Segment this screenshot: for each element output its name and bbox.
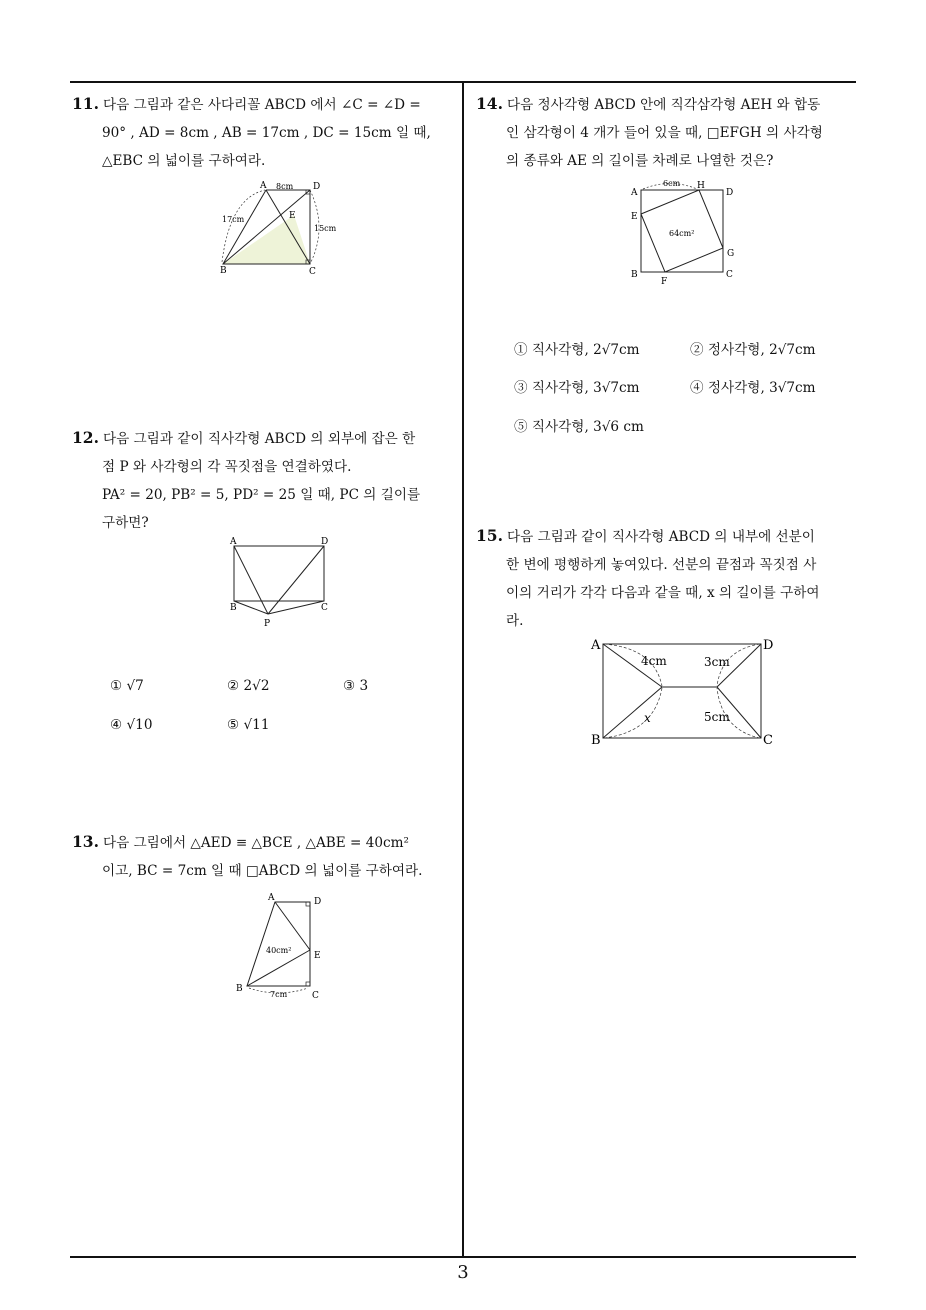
label-b: B bbox=[220, 266, 227, 276]
question-text-line: 점 P 와 사각형의 각 꼭짓점을 연결하였다. bbox=[102, 459, 352, 475]
figure-square-efgh bbox=[625, 176, 745, 288]
choice-1[interactable]: ① √7 bbox=[110, 678, 144, 694]
question-text-line: 90° , AD = 8cm , AB = 17cm , DC = 15cm 일 때, bbox=[102, 125, 431, 141]
choice-4[interactable]: ④ √10 bbox=[110, 717, 153, 733]
question-text-line: PA² = 20, PB² = 5, PD² = 25 일 때, PC 의 길이를 bbox=[102, 487, 421, 503]
label-c: C bbox=[309, 267, 316, 277]
question-text-line: 한 변에 평행하게 놓여있다. 선분의 끝점과 꼭짓점 사 bbox=[506, 557, 817, 573]
length-a: 4cm bbox=[641, 654, 667, 668]
question-text-line: 인 삼각형이 4 개가 들어 있을 때, □EFGH 의 사각형 bbox=[506, 125, 823, 141]
question-text-line: 다음 정사각형 ABCD 안에 직각삼각형 AEH 와 합동 bbox=[506, 97, 821, 113]
figure-trapezoid bbox=[210, 178, 350, 278]
question-text-line: 라. bbox=[506, 613, 524, 629]
question-number: 12. bbox=[72, 428, 99, 447]
choice-3[interactable]: ③ 3 bbox=[343, 678, 369, 694]
label-h: H bbox=[697, 181, 705, 191]
figure-quadrilateral-abcd bbox=[232, 888, 332, 1003]
question-number: 15. bbox=[476, 526, 503, 545]
choice-5[interactable]: ⑤ 직사각형, 3√6 cm bbox=[514, 419, 644, 435]
label-e: E bbox=[314, 951, 321, 961]
length-bc: 7cm bbox=[270, 990, 288, 999]
label-b: B bbox=[230, 603, 237, 613]
choice-5[interactable]: ⑤ √11 bbox=[227, 717, 270, 733]
label-d: D bbox=[321, 537, 329, 547]
column-divider bbox=[462, 81, 464, 1257]
choice-4[interactable]: ④ 정사각형, 3√7cm bbox=[690, 380, 816, 396]
length-ad: 8cm bbox=[276, 182, 294, 191]
label-a: A bbox=[230, 537, 237, 547]
area-efgh: 64cm² bbox=[669, 229, 695, 238]
label-a: A bbox=[268, 893, 275, 903]
choice-2[interactable]: ② 정사각형, 2√7cm bbox=[690, 342, 816, 358]
choice-3[interactable]: ③ 직사각형, 3√7cm bbox=[514, 380, 640, 396]
label-a: A bbox=[260, 181, 267, 191]
question-number: 14. bbox=[476, 94, 503, 113]
label-g: G bbox=[727, 249, 735, 259]
label-c: C bbox=[321, 603, 328, 613]
length-d: 3cm bbox=[704, 655, 730, 669]
figure-rectangle-point-p bbox=[225, 534, 340, 634]
label-e: E bbox=[631, 212, 638, 222]
question-number: 13. bbox=[72, 832, 99, 851]
label-p: P bbox=[264, 619, 271, 629]
label-c: C bbox=[312, 991, 319, 1001]
length-x: x bbox=[644, 711, 651, 725]
choice-1[interactable]: ① 직사각형, 2√7cm bbox=[514, 342, 640, 358]
bottom-rule bbox=[70, 1256, 856, 1258]
label-b: B bbox=[236, 984, 243, 994]
label-f: F bbox=[661, 277, 668, 287]
question-text-line: 다음 그림과 같이 직사각형 ABCD 의 내부에 선분이 bbox=[506, 529, 815, 545]
question-14 bbox=[476, 90, 858, 175]
question-text-line: 이의 거리가 각각 다음과 같을 때, x 의 길이를 구하여 bbox=[506, 585, 820, 601]
label-a: A bbox=[591, 638, 601, 653]
question-text-line: 이고, BC = 7cm 일 때 □ABCD 의 넓이를 구하여라. bbox=[102, 863, 423, 879]
label-c: C bbox=[726, 270, 733, 280]
question-15 bbox=[476, 522, 858, 635]
choice-2[interactable]: ② 2√2 bbox=[227, 678, 270, 694]
question-number: 11. bbox=[72, 94, 99, 113]
question-13 bbox=[72, 828, 456, 885]
label-d: D bbox=[763, 638, 774, 653]
length-dc: 15cm bbox=[314, 224, 337, 233]
label-b: B bbox=[591, 733, 601, 748]
length-ah: 6cm bbox=[663, 179, 681, 188]
label-d: D bbox=[726, 188, 734, 198]
label-b: B bbox=[631, 270, 638, 280]
label-d: D bbox=[313, 182, 321, 192]
question-text-line: 다음 그림과 같은 사다리꼴 ABCD 에서 ∠C = ∠D = bbox=[102, 97, 421, 113]
page-number: 3 bbox=[457, 1262, 469, 1283]
label-d: D bbox=[314, 897, 322, 907]
question-text-line: △EBC 의 넓이를 구하여라. bbox=[102, 153, 266, 169]
question-text-line: 다음 그림과 같이 직사각형 ABCD 의 외부에 잡은 한 bbox=[102, 431, 416, 447]
question-text-line: 다음 그림에서 △AED ≡ △BCE , △ABE = 40cm² bbox=[102, 835, 409, 851]
question-12 bbox=[72, 424, 456, 537]
figure-rectangle-segment bbox=[588, 634, 784, 748]
label-e: E bbox=[289, 211, 296, 221]
label-a: A bbox=[631, 188, 638, 198]
question-text-line: 의 종류와 AE 의 길이를 차례로 나열한 것은? bbox=[506, 153, 774, 169]
question-11 bbox=[72, 90, 456, 175]
label-c: C bbox=[763, 733, 773, 748]
area-abe: 40cm² bbox=[266, 946, 292, 955]
length-c: 5cm bbox=[704, 710, 730, 724]
question-text-line: 구하면? bbox=[102, 515, 149, 531]
length-ab: 17cm bbox=[222, 215, 245, 224]
